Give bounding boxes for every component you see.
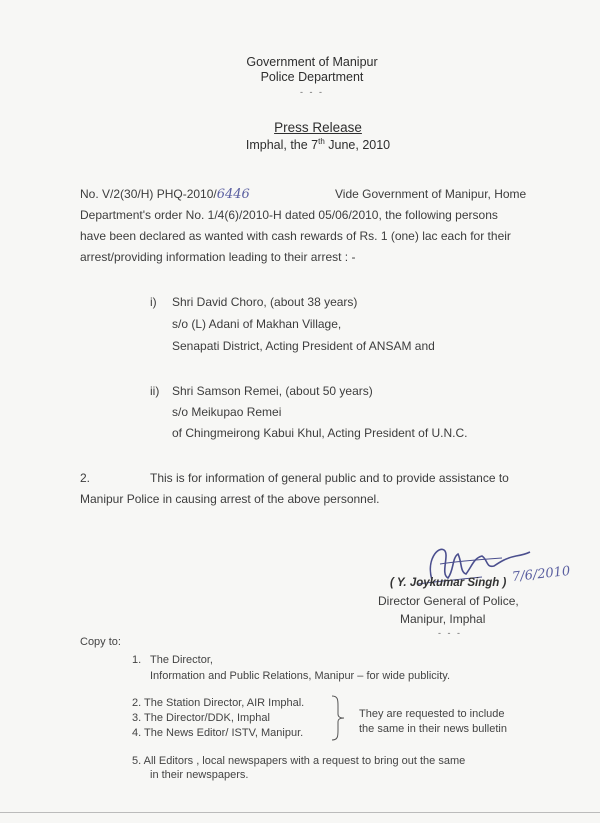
page-title: Press Release bbox=[274, 120, 362, 135]
signature-separator: - - - bbox=[438, 628, 462, 638]
reference-number-printed: No. V/2(30/H) PHQ-2010/ bbox=[80, 187, 217, 201]
reference-number-handwritten: 6446 bbox=[216, 187, 250, 202]
copy-item1-number: 1. bbox=[132, 654, 142, 666]
person1-line1: Shri David Choro, (about 38 years) bbox=[172, 295, 358, 309]
person2-line2: s/o Meikupao Remei bbox=[172, 405, 282, 419]
reference-number bbox=[80, 184, 250, 205]
copy-item1-line1: The Director, bbox=[150, 654, 213, 666]
handwritten-date: 7/6/2010 bbox=[511, 563, 572, 586]
brace-icon bbox=[330, 694, 346, 742]
reference-line2: Department's order No. 1/4(6)/2010-H dated 05/06/2010, the following persons bbox=[80, 208, 498, 222]
copy-item5-line2: in their newspapers. bbox=[150, 769, 249, 781]
signatory-title: Director General of Police, bbox=[378, 594, 519, 608]
reference-line1: Vide Government of Manipur, Home bbox=[335, 187, 527, 201]
place-date bbox=[0, 137, 600, 152]
government-heading: Government of Manipur bbox=[246, 55, 378, 69]
place-date-suffix: June, 2010 bbox=[324, 138, 391, 153]
para2-line1: This is for information of general public and to provide assistance to bbox=[150, 471, 509, 485]
copy-group-note-line1: They are requested to include bbox=[359, 708, 505, 720]
header-separator: - - - bbox=[300, 87, 324, 97]
copy-item3: 3. The Director/DDK, Imphal bbox=[132, 712, 270, 724]
copy-heading: Copy to: bbox=[80, 636, 121, 648]
para2-line2: Manipur Police in causing arrest of the above personnel. bbox=[80, 492, 380, 506]
person2-line1: Shri Samson Remei, (about 50 years) bbox=[172, 384, 373, 398]
copy-item5-line1: 5. All Editors , local newspapers with a request to bring out the same bbox=[132, 755, 466, 767]
copy-item1-line2: Information and Public Relations, Manipur – for wide publicity. bbox=[150, 670, 451, 682]
reference-line3: have been declared as wanted with cash rewards of Rs. 1 (one) lac each for their bbox=[80, 229, 511, 243]
person1-line3: Senapati District, Acting President of ANSAM and bbox=[172, 339, 435, 353]
para2-number: 2. bbox=[80, 471, 91, 485]
person1-line2: s/o (L) Adani of Makhan Village, bbox=[172, 317, 342, 331]
date-superscript: th bbox=[318, 137, 325, 146]
copy-item2: 2. The Station Director, AIR Imphal. bbox=[132, 697, 305, 709]
page-bottom-rule bbox=[0, 812, 600, 813]
person2-number: ii) bbox=[150, 384, 160, 398]
signatory-name: ( Y. Joykumar Singh ) bbox=[390, 577, 507, 589]
copy-item4: 4. The News Editor/ ISTV, Manipur. bbox=[132, 727, 304, 739]
department-heading: Police Department bbox=[260, 70, 364, 84]
place-date-prefix: Imphal, the 7 bbox=[245, 138, 319, 153]
reference-line4: arrest/providing information leading to their arrest : - bbox=[80, 250, 356, 264]
copy-group-note-line2: the same in their news bulletin bbox=[359, 723, 507, 735]
person2-line3: of Chingmeirong Kabui Khul, Acting President of U.N.C. bbox=[172, 426, 468, 440]
person1-number: i) bbox=[150, 295, 157, 309]
signatory-place: Manipur, Imphal bbox=[400, 612, 486, 626]
